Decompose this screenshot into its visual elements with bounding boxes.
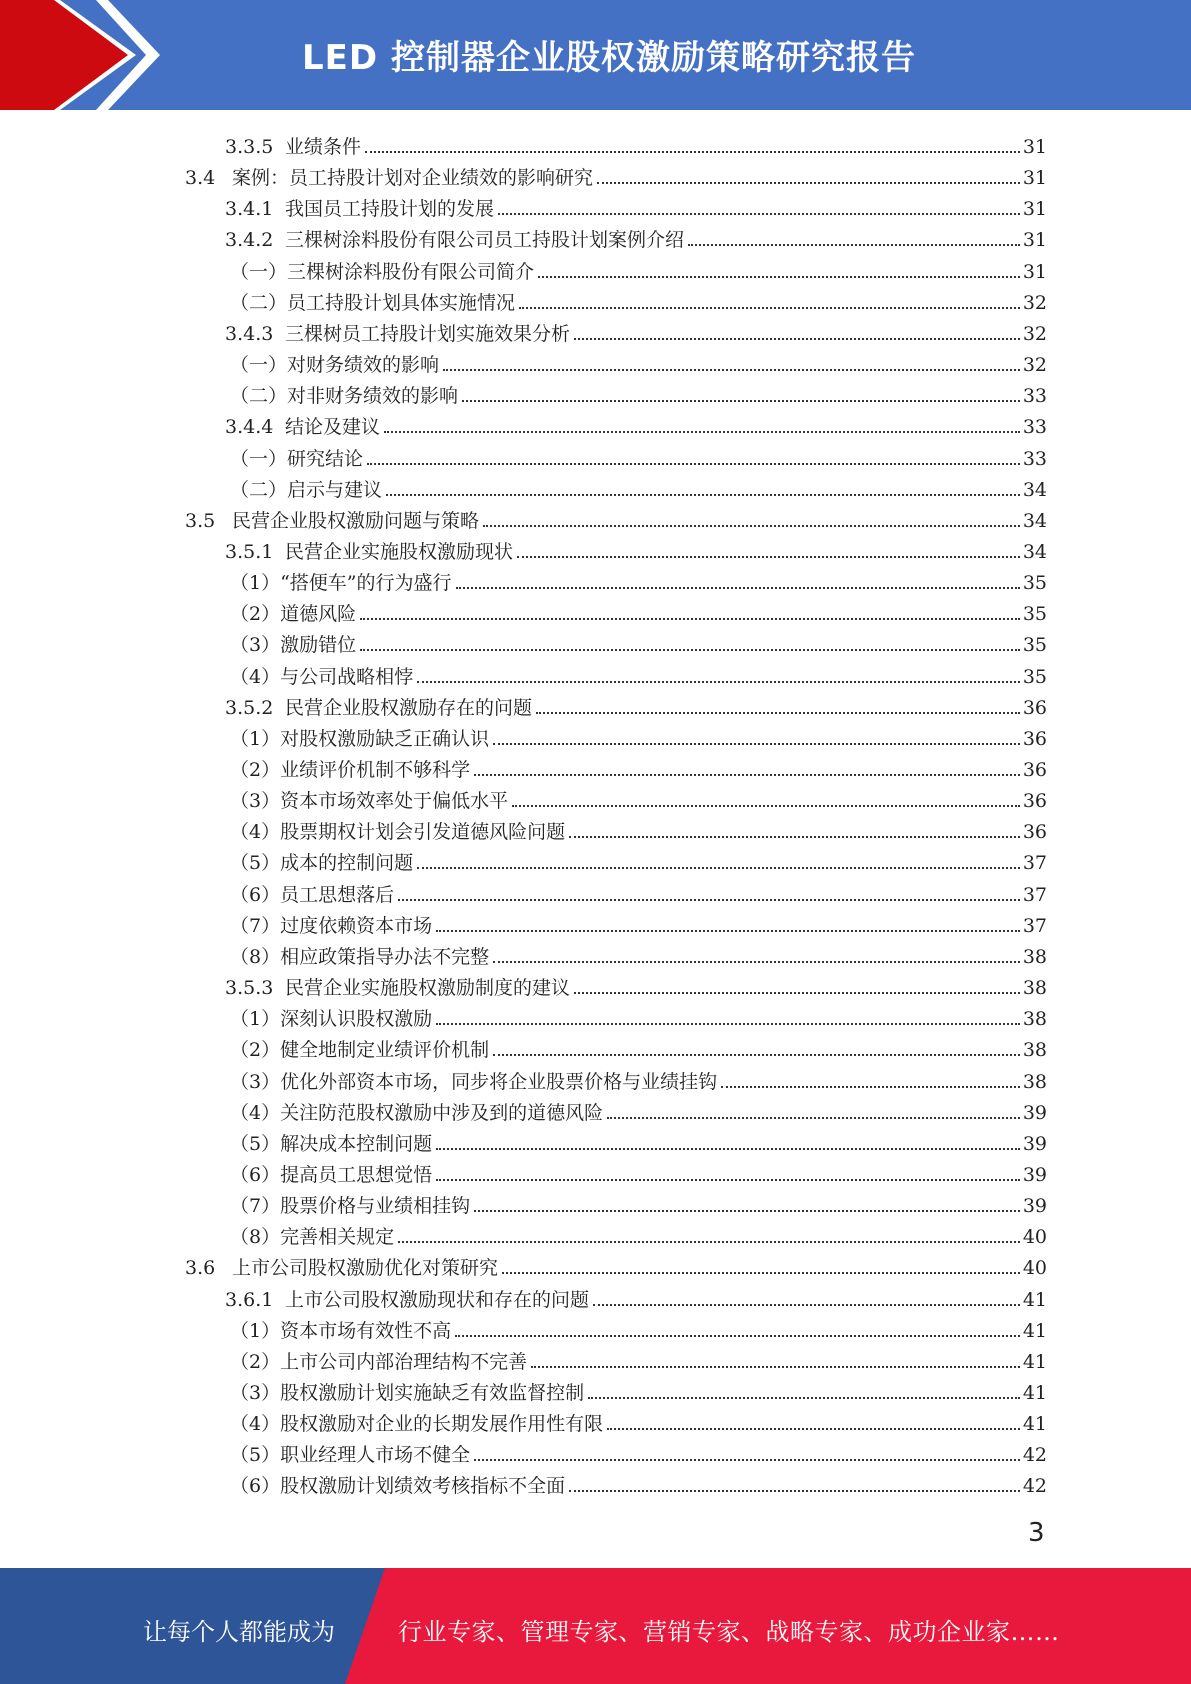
toc-entry-title: 民营企业实施股权激励现状 bbox=[285, 540, 514, 563]
toc-entry-page: 38 bbox=[1022, 977, 1047, 1000]
toc-entry-page: 41 bbox=[1022, 1382, 1047, 1404]
toc-entry-page: 37 bbox=[1022, 883, 1047, 906]
toc-entry-page: 41 bbox=[1022, 1350, 1047, 1373]
toc-entry-page: 38 bbox=[1022, 1070, 1047, 1093]
toc-entry[interactable] bbox=[230, 813, 1047, 844]
toc-entry-number: 3.5.1 bbox=[225, 540, 274, 563]
toc-entry-title: 案例：员工持股计划对企业绩效的影响研究 bbox=[232, 167, 594, 190]
toc-dot-leader bbox=[474, 774, 1020, 776]
toc-entry[interactable] bbox=[230, 1343, 1047, 1374]
toc-entry[interactable] bbox=[230, 1405, 1047, 1436]
toc-entry-page: 39 bbox=[1022, 1101, 1047, 1124]
toc-entry-page: 34 bbox=[1022, 509, 1047, 532]
toc-dot-leader bbox=[462, 400, 1020, 402]
toc-entry-page: 31 bbox=[1022, 229, 1047, 252]
toc-dot-leader bbox=[498, 213, 1020, 215]
toc-entry-title: “搭便车”的行为盛行 bbox=[280, 572, 452, 595]
toc-entry-page: 31 bbox=[1022, 260, 1047, 283]
toc-entry-page: 37 bbox=[1022, 914, 1047, 937]
toc-entry-number: （一） bbox=[230, 260, 288, 283]
toc-dot-leader bbox=[474, 1210, 1020, 1212]
toc-entry[interactable] bbox=[230, 1218, 1047, 1249]
toc-dot-leader bbox=[455, 1335, 1020, 1337]
toc-entry-title: 深刻认识股权激励 bbox=[280, 1008, 433, 1031]
toc-entry-number: （二） bbox=[230, 478, 288, 501]
toc-entry-page: 31 bbox=[1022, 167, 1047, 190]
toc-entry-number: 3.6 bbox=[185, 1257, 216, 1280]
toc-dot-leader bbox=[436, 1148, 1020, 1150]
toc-entry-number: （5） bbox=[230, 1444, 281, 1467]
toc-entry-title: 对股权激励缺乏正确认识 bbox=[280, 727, 490, 750]
toc-entry[interactable] bbox=[225, 533, 1047, 564]
toc-entry-number: （一） bbox=[230, 447, 288, 470]
toc-entry-title: 三棵树涂料股份有限公司简介 bbox=[287, 260, 535, 283]
toc-dot-leader bbox=[607, 1428, 1020, 1430]
toc-dot-leader bbox=[502, 1272, 1020, 1274]
toc-entry-page: 32 bbox=[1022, 354, 1047, 377]
toc-entry[interactable] bbox=[230, 1156, 1047, 1187]
toc-entry-number: （1） bbox=[230, 1319, 281, 1342]
toc-entry[interactable] bbox=[225, 315, 1047, 346]
toc-dot-leader bbox=[597, 182, 1020, 184]
toc-entry-page: 39 bbox=[1022, 1132, 1047, 1155]
header-chevron-decoration bbox=[0, 0, 160, 110]
toc-entry[interactable] bbox=[230, 1187, 1047, 1218]
page-number: 3 bbox=[1028, 1518, 1045, 1548]
toc-entry-title: 启示与建议 bbox=[287, 478, 383, 501]
toc-entry-title: 三棵树员工持股计划实施效果分析 bbox=[285, 322, 571, 345]
toc-entry[interactable] bbox=[225, 408, 1047, 439]
toc-entry-page: 38 bbox=[1022, 1008, 1047, 1031]
toc-entry-title: 民营企业股权激励存在的问题 bbox=[285, 696, 533, 719]
toc-entry[interactable] bbox=[230, 844, 1047, 875]
toc-entry-number: （二） bbox=[230, 385, 288, 408]
toc-entry[interactable] bbox=[230, 284, 1047, 315]
toc-entry[interactable] bbox=[230, 440, 1047, 471]
toc-entry-title: 完善相关规定 bbox=[280, 1226, 395, 1249]
toc-entry-title: 解决成本控制问题 bbox=[280, 1132, 433, 1155]
toc-entry[interactable] bbox=[230, 782, 1047, 813]
footer-slogan-right: 行业专家、管理专家、营销专家、战略专家、成功企业家…… bbox=[398, 1618, 1060, 1646]
toc-dot-leader bbox=[386, 494, 1020, 496]
toc-entry-title: 道德风险 bbox=[280, 603, 357, 626]
toc-entry-title: 对非财务绩效的影响 bbox=[287, 385, 459, 408]
toc-entry-number: （二） bbox=[230, 291, 288, 314]
toc-entry[interactable] bbox=[230, 1125, 1047, 1156]
toc-entry-title: 资本市场效率处于偏低水平 bbox=[280, 790, 509, 813]
toc-entry-page: 38 bbox=[1022, 945, 1047, 968]
toc-entry-page: 34 bbox=[1022, 478, 1047, 501]
toc-entry-title: 股权激励计划实施缺乏有效监督控制 bbox=[280, 1382, 585, 1404]
toc-dot-leader bbox=[688, 244, 1020, 246]
toc-entry-number: 3.4 bbox=[185, 167, 216, 190]
toc-entry-page: 33 bbox=[1022, 416, 1047, 439]
toc-entry-number: 3.4.1 bbox=[225, 198, 274, 221]
toc-entry[interactable] bbox=[230, 907, 1047, 938]
toc-entry[interactable] bbox=[230, 720, 1047, 751]
toc-entry-number: （3） bbox=[230, 1070, 281, 1093]
page-header bbox=[0, 0, 1191, 110]
toc-entry[interactable] bbox=[230, 1031, 1047, 1062]
toc-entry-number: （5） bbox=[230, 1132, 281, 1155]
toc-entry[interactable] bbox=[185, 502, 1047, 533]
toc-entry-page: 31 bbox=[1022, 136, 1047, 158]
toc-entry[interactable] bbox=[230, 658, 1047, 689]
toc-entry-page: 35 bbox=[1022, 572, 1047, 595]
toc-entry-title: 资本市场有效性不高 bbox=[280, 1319, 452, 1342]
toc-entry-number: 3.4.3 bbox=[225, 322, 274, 345]
toc-entry[interactable] bbox=[230, 253, 1047, 284]
toc-entry-title: 与公司战略相悖 bbox=[280, 665, 414, 688]
toc-entry-number: （3） bbox=[230, 634, 281, 657]
toc-dot-leader bbox=[588, 1397, 1020, 1399]
toc-entry-page: 42 bbox=[1022, 1475, 1047, 1498]
footer-slogan-left: 让每个人都能成为 bbox=[143, 1618, 335, 1646]
toc-entry[interactable] bbox=[230, 1312, 1047, 1343]
toc-entry-title: 对财务绩效的影响 bbox=[287, 354, 440, 377]
toc-dot-leader bbox=[569, 1490, 1020, 1492]
toc-entry-page: 39 bbox=[1022, 1163, 1047, 1186]
toc-entry-title: 民营企业实施股权激励制度的建议 bbox=[285, 977, 571, 1000]
toc-entry-page: 35 bbox=[1022, 665, 1047, 688]
toc-entry-page: 36 bbox=[1022, 759, 1047, 781]
toc-entry-title: 业绩评价机制不够科学 bbox=[280, 759, 471, 781]
toc-entry-number: （一） bbox=[230, 354, 288, 377]
toc-entry-title: 三棵树涂料股份有限公司员工持股计划案例介绍 bbox=[285, 229, 685, 252]
toc-dot-leader bbox=[398, 1241, 1020, 1243]
toc-entry-title: 股权激励对企业的长期发展作用性有限 bbox=[280, 1413, 604, 1436]
toc-entry[interactable] bbox=[230, 938, 1047, 969]
toc-entry-title: 职业经理人市场不健全 bbox=[280, 1444, 471, 1467]
toc-entry-title: 结论及建议 bbox=[285, 416, 381, 439]
toc-entry-number: （6） bbox=[230, 1475, 281, 1498]
toc-entry-title: 股票价格与业绩相挂钩 bbox=[280, 1195, 471, 1218]
toc-entry[interactable] bbox=[225, 190, 1047, 221]
toc-dot-leader bbox=[483, 525, 1020, 527]
toc-dot-leader bbox=[493, 743, 1020, 745]
toc-entry-number: （7） bbox=[230, 1195, 281, 1218]
toc-entry[interactable] bbox=[230, 564, 1047, 595]
toc-entry[interactable] bbox=[225, 969, 1047, 1000]
toc-dot-leader bbox=[436, 1179, 1020, 1181]
toc-entry-title: 业绩条件 bbox=[285, 136, 362, 158]
toc-entry-page: 41 bbox=[1022, 1288, 1047, 1311]
toc-entry-number: （8） bbox=[230, 945, 281, 968]
toc-entry-title: 健全地制定业绩评价机制 bbox=[280, 1039, 490, 1062]
toc-entry-number: （2） bbox=[230, 1350, 281, 1373]
toc-entry-page: 40 bbox=[1022, 1226, 1047, 1249]
toc-dot-leader bbox=[493, 961, 1020, 963]
page-footer bbox=[0, 1568, 1191, 1684]
toc-entry-title: 研究结论 bbox=[287, 447, 364, 470]
toc-entry-page: 37 bbox=[1022, 852, 1047, 875]
toc-entry-title: 员工持股计划具体实施情况 bbox=[287, 291, 516, 314]
toc-entry[interactable] bbox=[225, 128, 1047, 159]
toc-entry-title: 过度依赖资本市场 bbox=[280, 914, 433, 937]
toc-entry-number: （4） bbox=[230, 1101, 281, 1124]
toc-entry-page: 33 bbox=[1022, 447, 1047, 470]
toc-dot-leader bbox=[417, 867, 1020, 869]
toc-entry[interactable] bbox=[230, 1000, 1047, 1031]
toc-entry[interactable] bbox=[230, 1467, 1047, 1498]
toc-entry-title: 我国员工持股计划的发展 bbox=[285, 198, 495, 221]
toc-entry-number: 3.5 bbox=[185, 509, 216, 532]
toc-dot-leader bbox=[384, 431, 1020, 433]
toc-dot-leader bbox=[536, 712, 1020, 714]
toc-entry-number: 3.4.4 bbox=[225, 416, 274, 439]
toc-dot-leader bbox=[517, 556, 1020, 558]
toc-entry-page: 41 bbox=[1022, 1413, 1047, 1436]
toc-entry-page: 41 bbox=[1022, 1319, 1047, 1342]
toc-entry-title: 优化外部资本市场，同步将企业股票价格与业绩挂钩 bbox=[280, 1070, 718, 1093]
toc-entry-title: 相应政策指导办法不完整 bbox=[280, 945, 490, 968]
toc-dot-leader bbox=[360, 649, 1020, 651]
toc-dot-leader bbox=[436, 1023, 1020, 1025]
toc-dot-leader bbox=[574, 338, 1020, 340]
toc-entry-number: （6） bbox=[230, 883, 281, 906]
toc-entry-number: （7） bbox=[230, 914, 281, 937]
toc-entry-title: 激励错位 bbox=[280, 634, 357, 657]
toc-dot-leader bbox=[360, 618, 1020, 620]
toc-entry[interactable] bbox=[230, 595, 1047, 626]
toc-entry-number: （4） bbox=[230, 1413, 281, 1436]
toc-dot-leader bbox=[593, 1304, 1020, 1306]
toc-entry-number: （5） bbox=[230, 852, 281, 875]
toc-dot-leader bbox=[512, 805, 1020, 807]
toc-entry-page: 35 bbox=[1022, 603, 1047, 626]
toc-entry-title: 股权激励计划绩效考核指标不全面 bbox=[280, 1475, 566, 1498]
toc-dot-leader bbox=[538, 276, 1020, 278]
toc-entry-page: 32 bbox=[1022, 322, 1047, 345]
toc-dot-leader bbox=[367, 463, 1020, 465]
toc-dot-leader bbox=[493, 1054, 1020, 1056]
toc-dot-leader bbox=[456, 587, 1020, 589]
toc-entry[interactable] bbox=[230, 876, 1047, 907]
toc-dot-leader bbox=[519, 307, 1020, 309]
toc-entry-number: 3.4.2 bbox=[225, 229, 274, 252]
toc-entry-number: 3.6.1 bbox=[225, 1288, 274, 1311]
toc-entry[interactable] bbox=[225, 689, 1047, 720]
toc-entry-number: （1） bbox=[230, 1008, 281, 1031]
toc-dot-leader bbox=[398, 899, 1020, 901]
toc-entry-number: 3.5.2 bbox=[225, 696, 274, 719]
toc-entry-number: （2） bbox=[230, 1039, 281, 1062]
toc-entry[interactable] bbox=[185, 1249, 1047, 1280]
toc-entry-title: 提高员工思想觉悟 bbox=[280, 1163, 433, 1186]
toc-entry[interactable] bbox=[230, 346, 1047, 377]
toc-entry-title: 上市公司股权激励优化对策研究 bbox=[232, 1257, 499, 1280]
toc-entry-page: 40 bbox=[1022, 1257, 1047, 1280]
toc-entry-page: 33 bbox=[1022, 385, 1047, 408]
toc-entry-number: （4） bbox=[230, 821, 281, 844]
toc-entry[interactable] bbox=[230, 626, 1047, 657]
toc-entry[interactable] bbox=[230, 1374, 1047, 1405]
toc-dot-leader bbox=[574, 992, 1020, 994]
toc-entry-number: （4） bbox=[230, 665, 281, 688]
toc-dot-leader bbox=[531, 1366, 1020, 1368]
toc-entry-title: 关注防范股权激励中涉及到的道德风险 bbox=[280, 1101, 604, 1124]
toc-dot-leader bbox=[607, 1117, 1020, 1119]
toc-entry[interactable] bbox=[185, 159, 1047, 190]
toc-entry-page: 36 bbox=[1022, 821, 1047, 844]
toc-entry-page: 36 bbox=[1022, 696, 1047, 719]
toc-entry-page: 32 bbox=[1022, 291, 1047, 314]
toc-entry-number: 3.3.5 bbox=[225, 136, 274, 158]
toc-dot-leader bbox=[436, 930, 1020, 932]
toc-entry-page: 36 bbox=[1022, 790, 1047, 813]
toc-entry-number: （3） bbox=[230, 790, 281, 813]
toc-entry-page: 35 bbox=[1022, 634, 1047, 657]
toc-entry-number: （6） bbox=[230, 1163, 281, 1186]
toc-dot-leader bbox=[365, 151, 1020, 153]
toc-entry-page: 42 bbox=[1022, 1444, 1047, 1467]
toc-entry-title: 成本的控制问题 bbox=[280, 852, 414, 875]
toc-entry-number: 3.5.3 bbox=[225, 977, 274, 1000]
report-title: LED 控制器企业股权激励策略研究报告 bbox=[302, 38, 916, 78]
toc-dot-leader bbox=[417, 681, 1020, 683]
toc-entry[interactable] bbox=[230, 1436, 1047, 1467]
toc-entry[interactable] bbox=[230, 377, 1047, 408]
toc-dot-leader bbox=[721, 1086, 1020, 1088]
toc-entry-number: （3） bbox=[230, 1382, 281, 1404]
toc-entry-page: 31 bbox=[1022, 198, 1047, 221]
toc-dot-leader bbox=[474, 1459, 1020, 1461]
toc-entry-number: （1） bbox=[230, 572, 281, 595]
toc-entry-page: 39 bbox=[1022, 1195, 1047, 1218]
toc-entry-title: 上市公司股权激励现状和存在的问题 bbox=[285, 1288, 590, 1311]
toc-entry-page: 34 bbox=[1022, 540, 1047, 563]
toc-entry[interactable] bbox=[230, 1063, 1047, 1094]
toc-entry-page: 38 bbox=[1022, 1039, 1047, 1062]
toc-entry-page: 36 bbox=[1022, 727, 1047, 750]
toc-entry[interactable] bbox=[230, 1094, 1047, 1125]
toc-entry-number: （2） bbox=[230, 603, 281, 626]
toc-entry[interactable] bbox=[225, 221, 1047, 252]
toc-entry-title: 股票期权计划会引发道德风险问题 bbox=[280, 821, 566, 844]
toc-entry[interactable] bbox=[225, 1281, 1047, 1312]
toc-dot-leader bbox=[443, 369, 1020, 371]
toc-entry[interactable] bbox=[230, 471, 1047, 502]
toc-entry-title: 民营企业股权激励问题与策略 bbox=[232, 509, 480, 532]
toc-entry-number: （2） bbox=[230, 759, 281, 781]
toc-entry-title: 上市公司内部治理结构不完善 bbox=[280, 1350, 528, 1373]
toc-entry-number: （1） bbox=[230, 727, 281, 750]
toc-dot-leader bbox=[569, 836, 1020, 838]
toc-entry-title: 员工思想落后 bbox=[280, 883, 395, 906]
toc-entry-number: （8） bbox=[230, 1226, 281, 1249]
toc-entry[interactable] bbox=[230, 751, 1047, 782]
